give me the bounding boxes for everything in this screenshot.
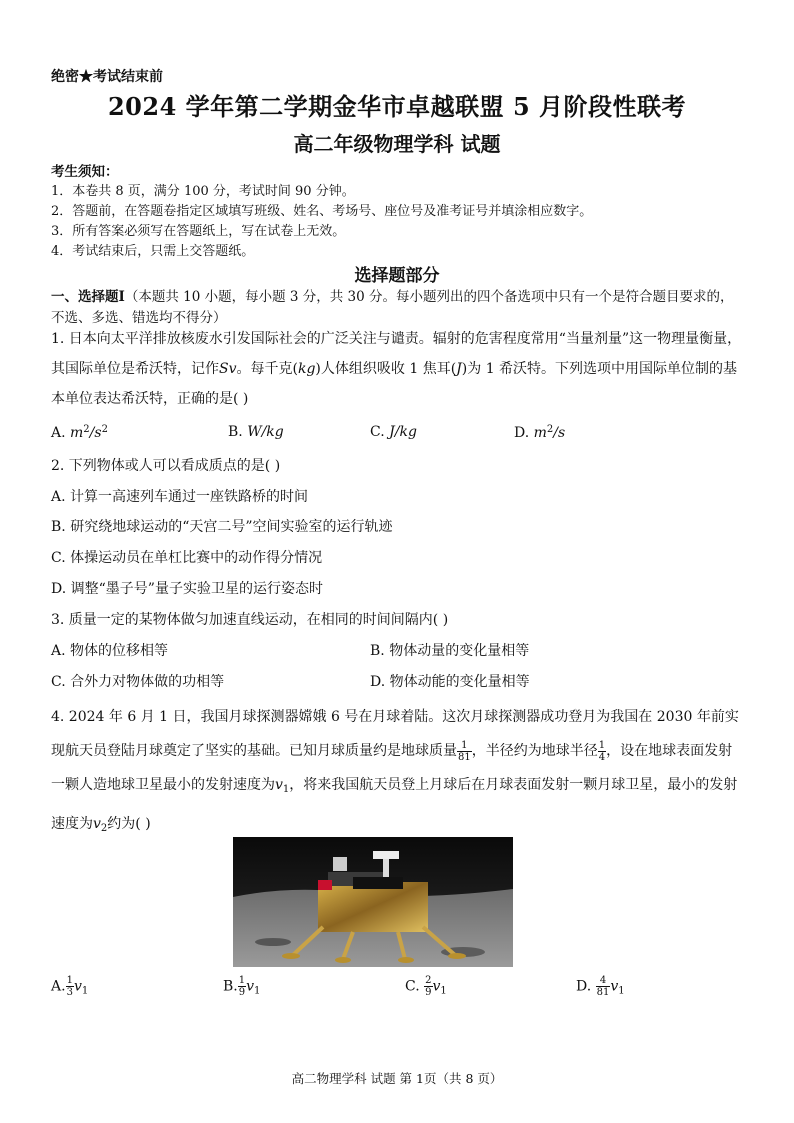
fraction-denominator: 3 <box>66 987 73 998</box>
option-superscript: 2 <box>83 424 90 435</box>
notice-item: 2．答题前，在答题卷指定区域填写班级、姓名、考场号、座位号及准考证号并填涂相应数字。 <box>51 204 593 219</box>
var-v: v <box>73 978 82 995</box>
question-4-stem <box>51 700 743 846</box>
q1-option-a <box>51 424 108 441</box>
question-2-stem: 2. 下列物体或人可以看成质点的是( ) <box>51 458 281 474</box>
q2-option-c: C. 体操运动员在单杠比赛中的动作得分情况 <box>51 550 323 566</box>
option-label: C. <box>370 424 390 440</box>
q3-option-d: D. 物体动能的变化量相等 <box>370 674 530 690</box>
q4-option-d <box>576 975 625 998</box>
q1-unit-j: J <box>456 361 462 377</box>
option-superscript: 2 <box>101 424 108 435</box>
fraction-denominator: 81 <box>596 987 610 998</box>
exam-title: 2024 学年第二学期金华市卓越联盟 5 月阶段性联考 <box>107 92 687 121</box>
question-3-stem: 3. 质量一定的某物体做匀加速直线运动，在相同的时间间隔内( ) <box>51 612 449 628</box>
q1-text: )人体组织吸收 1 焦耳( <box>315 361 457 377</box>
confidential-label: 绝密★考试结束前 <box>51 69 163 85</box>
var-v: v <box>93 816 101 832</box>
q3-option-b: B. 物体动量的变化量相等 <box>370 643 530 659</box>
section-instructions <box>51 287 743 329</box>
q2-option-d: D. 调整“墨子号”量子实验卫星的运行姿态时 <box>51 581 323 597</box>
var-v: v <box>432 978 441 995</box>
q4-text: 4. 2024 年 6 月 1 日，我国月球探测器嫦娥 6 号在月球着陆。这次月球探测器成功登月为我国在 2030 年前实现航天员登陆月球奠定了坚实的基础。已知月球质量约是地球质量 <box>51 709 739 759</box>
q1-option-b <box>228 424 284 440</box>
var-v: v <box>246 978 255 995</box>
option-value: W/kg <box>247 424 284 440</box>
option-superscript: 2 <box>546 424 554 435</box>
fraction-numerator: 1 <box>66 975 73 986</box>
q2-option-b: B. 研究绕地球运动的“天宫二号”空间实验室的运行轨迹 <box>51 519 393 535</box>
option-label: A. <box>51 978 66 995</box>
option-value: m <box>533 425 547 441</box>
option-label: D. <box>576 978 596 995</box>
option-label: B. <box>223 978 238 995</box>
fraction-numerator: 2 <box>425 975 432 986</box>
lunar-lander-photo <box>233 837 513 967</box>
fraction-denominator: 4 <box>598 751 606 763</box>
q1-unit-sv: Sv <box>219 361 237 377</box>
q1-unit-kg: kg <box>297 361 316 377</box>
q1-text: 。每千克( <box>236 361 298 377</box>
option-value: m <box>70 425 84 441</box>
q1-text: )为 1 希沃特。下列选项中用国际单位制的基本单位表达希沃特，正确的是( ) <box>51 361 738 407</box>
var-subscript: 1 <box>81 985 89 997</box>
var-subscript: 2 <box>100 823 108 834</box>
fraction-denominator: 81 <box>458 751 471 763</box>
q4-text: 约为( ) <box>107 816 151 832</box>
fraction-numerator: 4 <box>596 975 611 987</box>
q3-option-c: C. 合外力对物体做的功相等 <box>51 674 225 690</box>
option-value: /s <box>553 425 566 441</box>
q4-text: ，将来我国航天员登上月球后在月球表面发射一颗月球卫星，最小的发射速度为 <box>51 777 738 832</box>
q4-text: ，半径约为地球半径 <box>471 743 598 759</box>
option-label: C. <box>405 978 425 995</box>
notice-heading: 考生须知： <box>51 164 119 180</box>
q1-option-c <box>370 424 417 440</box>
option-value: /s <box>89 425 102 441</box>
fraction-mass <box>457 740 472 763</box>
var-v: v <box>610 978 619 995</box>
q1-text: 1. 日本向太平洋排放核废水引发国际社会的广泛关注与谴责。辐射的危害程度常用“当量剂量”这一物理量衡量，其国际单位是希沃特，记作 <box>51 331 742 377</box>
var-subscript: 1 <box>618 985 625 997</box>
option-label: A. <box>51 425 71 441</box>
fraction-denominator: 9 <box>425 987 432 998</box>
fraction-numerator: 1 <box>238 975 246 986</box>
exam-subtitle: 高二年级物理学科 试题 <box>293 132 501 156</box>
section-heading-bold: 一、选择题Ⅰ <box>51 289 125 305</box>
fraction-numerator: 1 <box>457 740 472 752</box>
var-subscript: 1 <box>282 784 290 795</box>
option-label: B. <box>228 424 248 440</box>
page-footer: 高二物理学科 试题 第 1页（共 8 页） <box>291 1071 503 1086</box>
var-v: v <box>275 777 283 793</box>
option-value: J/kg <box>389 424 417 440</box>
section-title: 选择题部分 <box>354 266 440 286</box>
fraction-radius <box>598 740 606 763</box>
notice-item: 4．考试结束后，只需上交答题纸。 <box>51 244 255 259</box>
notice-item: 3．所有答案必须写在答题纸上，写在试卷上无效。 <box>51 224 346 239</box>
q4-option-c <box>405 975 447 998</box>
option-label: D. <box>514 425 534 441</box>
section-heading-rest: （本题共 10 小题，每小题 3 分，共 30 分。每小题列出的四个备选项中只有一个是符合题目要求的，不选、多选、错选均不得分） <box>51 289 734 326</box>
question-1-stem <box>51 324 743 414</box>
q1-option-d <box>514 424 565 441</box>
q4-option-b <box>223 975 260 998</box>
fraction-numerator: 1 <box>598 739 606 751</box>
var-subscript: 1 <box>440 985 447 997</box>
notice-item: 1．本卷共 8 页，满分 100 分，考试时间 90 分钟。 <box>51 184 355 199</box>
q3-option-a: A. 物体的位移相等 <box>51 643 169 659</box>
fraction-denominator: 9 <box>238 987 246 998</box>
q4-option-a <box>51 975 88 998</box>
var-subscript: 1 <box>254 985 261 997</box>
q4-text: ，设在地球表面发射一颗人造地球卫星最小的发射速度为 <box>51 743 733 793</box>
q2-option-a: A. 计算一高速列车通过一座铁路桥的时间 <box>51 489 309 505</box>
